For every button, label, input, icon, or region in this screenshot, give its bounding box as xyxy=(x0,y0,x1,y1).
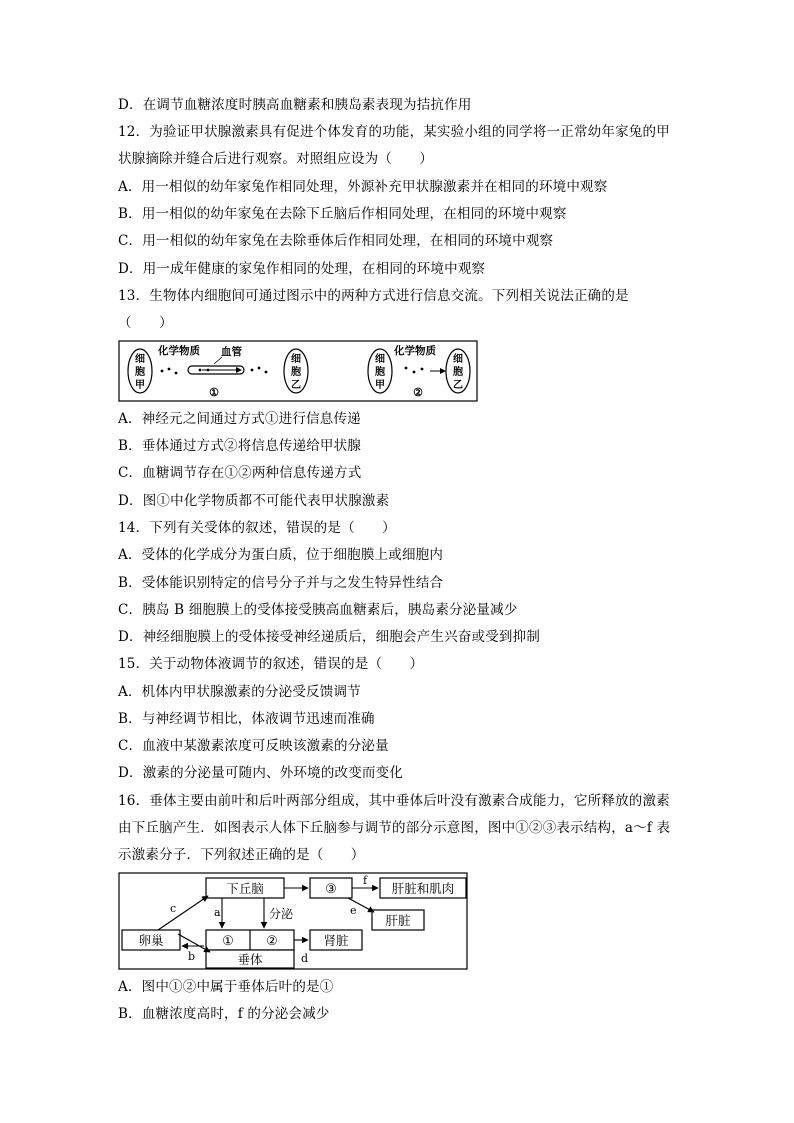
chemical-label-2: 化学物质 xyxy=(394,345,436,357)
cell-a2-char1: 细 xyxy=(375,354,385,365)
cell-a-char3: 甲 xyxy=(135,380,145,391)
label-f: f xyxy=(363,874,368,887)
structure3-box xyxy=(310,878,352,898)
q13-stem-line2: （ ） xyxy=(118,315,173,331)
cell-a-char2: 胞 xyxy=(135,367,145,378)
q13-option-d: D．图①中化学物质都不可能代表甲状腺激素 xyxy=(118,493,390,509)
liver-muscle-label: 肝脏和肌肉 xyxy=(391,881,455,896)
mode2-label: ② xyxy=(413,386,423,399)
hypothalamus-box xyxy=(206,878,284,898)
secretion-label: 分泌 xyxy=(269,907,294,921)
q13-signal-diagram xyxy=(118,340,478,402)
q12-option-b: B．用一相似的幼年家兔在去除下丘脑后作相同处理，在相同的环境中观察 xyxy=(118,206,567,222)
label-e: e xyxy=(350,904,357,917)
q14-option-c: C．胰岛 B 细胞膜上的受体接受胰高血糖素后，胰岛素分泌量减少 xyxy=(118,602,518,618)
blood-vessel xyxy=(188,357,244,374)
q12-option-d: D．用一成年健康的家兔作相同的处理，在相同的环境中观察 xyxy=(118,261,486,277)
q16-hypothalamus-diagram xyxy=(118,872,470,972)
chemical-label-1: 化学物质 xyxy=(158,345,200,357)
mode1-cell-b xyxy=(284,349,308,393)
label-b: b xyxy=(188,950,196,963)
mode2-cell-a xyxy=(368,349,392,393)
q15-option-b: B．与神经调节相比，体液调节迅速而准确 xyxy=(118,711,375,727)
kidney-label: 肾脏 xyxy=(323,933,349,948)
cell-a2-char2: 胞 xyxy=(375,367,385,378)
q13-option-a: A．神经元之间通过方式①进行信息传递 xyxy=(118,411,361,427)
mode2-cell-b xyxy=(446,349,470,393)
q13-option-c: C．血糖调节存在①②两种信息传递方式 xyxy=(118,465,362,481)
kidney-box xyxy=(310,930,362,950)
cell-b-char1: 细 xyxy=(291,354,301,365)
pituitary-label: 垂体 xyxy=(237,952,263,967)
label-a: a xyxy=(214,906,221,919)
label-d: d xyxy=(301,952,309,965)
q13-option-b: B．垂体通过方式②将信息传递给甲状腺 xyxy=(118,438,362,454)
hypothalamus-label: 下丘脑 xyxy=(226,881,264,896)
q16-stem-line3: 示激素分子．下列叙述正确的是（ ） xyxy=(118,847,365,863)
q12-stem-line2: 状腺摘除并缝合后进行观察。对照组应设为（ ） xyxy=(118,151,434,167)
q16-option-b: B．血糖浓度高时，f 的分泌会减少 xyxy=(118,1006,330,1022)
vessel-label: 血管 xyxy=(221,346,242,358)
q13-stem-line1: 13．生物体内细胞间可通过图示中的两种方式进行信息交流。下列相关说法正确的是 xyxy=(118,288,629,304)
q11-option-d: D．在调节血糖浓度时胰高血糖素和胰岛素表现为拮抗作用 xyxy=(118,97,472,113)
q14-option-b: B．受体能识别特定的信号分子并与之发生特异性结合 xyxy=(118,575,444,591)
q15-option-d: D．激素的分泌量可随内、外环境的改变而变化 xyxy=(118,765,404,781)
q16-stem-line1: 16．垂体主要由前叶和后叶两部分组成，其中垂体后叶没有激素合成能力，它所释放的激素 xyxy=(118,793,670,809)
structure1-label: ① xyxy=(222,934,234,949)
ovary-box xyxy=(122,930,180,950)
q14-stem: 14．下列有关受体的叙述，错误的是（ ） xyxy=(118,520,396,536)
q15-stem: 15．关于动物体液调节的叙述，错误的是（ ） xyxy=(118,656,424,672)
mode1-molecules xyxy=(161,368,178,375)
cell-a2-char3: 甲 xyxy=(375,380,385,391)
q12-option-a: A．用一相似的幼年家兔作相同处理，外源补充甲状腺激素并在相同的环境中观察 xyxy=(118,179,608,195)
q14-option-a: A．受体的化学成分为蛋白质，位于细胞膜上或细胞内 xyxy=(118,547,444,563)
cell-b-char3: 乙 xyxy=(291,380,301,391)
q15-option-c: C．血液中某激素浓度可反映该激素的分泌量 xyxy=(118,738,389,754)
mode1-cell-a xyxy=(128,349,152,393)
pituitary-group xyxy=(206,930,294,968)
cell-a-char1: 细 xyxy=(135,354,145,365)
q16-option-a: A．图中①②中属于垂体后叶的是① xyxy=(118,979,334,995)
structure2-label: ② xyxy=(266,934,278,949)
liver-muscle-box xyxy=(380,878,466,898)
q14-option-d: D．神经细胞膜上的受体接受神经递质后，细胞会产生兴奋或受到抑制 xyxy=(118,629,541,645)
mode2-molecules xyxy=(405,367,446,374)
mode1-label: ① xyxy=(209,386,219,399)
label-c: c xyxy=(170,902,177,915)
cell-b2-char3: 乙 xyxy=(453,380,463,391)
mode1-molecules-after xyxy=(251,367,268,374)
q12-option-c: C．用一相似的幼年家兔在去除垂体后作相同处理，在相同的环境中观察 xyxy=(118,233,554,249)
structure3-label: ③ xyxy=(325,882,337,897)
q15-option-a: A．机体内甲状腺激素的分泌受反馈调节 xyxy=(118,684,361,700)
q12-stem-line1: 12．为验证甲状腺激素具有促进个体发育的功能，某实验小组的同学将一正常幼年家兔的甲 xyxy=(118,124,670,140)
ovary-label: 卵巢 xyxy=(138,933,164,948)
cell-b2-char2: 胞 xyxy=(453,367,463,378)
cell-b2-char1: 细 xyxy=(453,354,463,365)
cell-b-char2: 胞 xyxy=(291,367,301,378)
q16-stem-line2: 由下丘脑产生．如图表示人体下丘脑参与调节的部分示意图，图中①②③表示结构，a～f 表 xyxy=(118,820,671,836)
liver-box xyxy=(372,910,424,930)
liver-label: 肝脏 xyxy=(385,913,411,928)
